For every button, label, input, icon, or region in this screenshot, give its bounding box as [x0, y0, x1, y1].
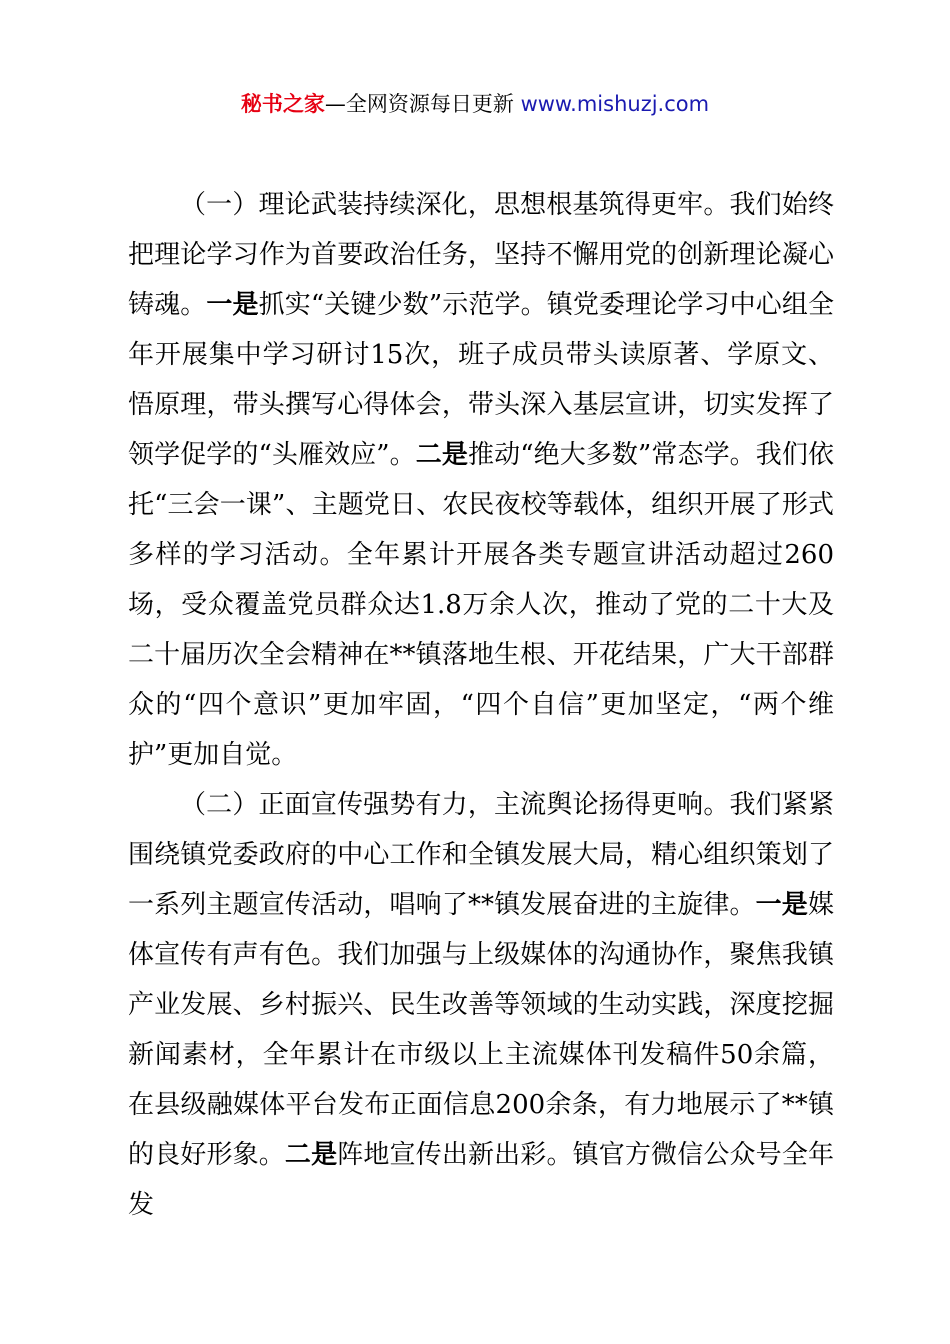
bold-marker: 二是	[284, 1140, 338, 1170]
paragraph-text: 抓实“关键少数”示范学。镇党委理论学习中心组全年开展集中学习研讨15次，班子成员带头读原著、学原文、悟原理，带头撰写心得体会，带头深入基层宣讲，切实发挥了领学促学的“头雁效应”。	[128, 290, 834, 470]
paragraph-theory-study	[128, 180, 834, 780]
bold-marker: 二是	[415, 440, 468, 470]
paragraph-text: 阵地宣传出新出彩。镇官方微信公众号全年发	[128, 1140, 834, 1220]
page-header	[0, 88, 950, 120]
bold-marker: 一是	[206, 290, 259, 320]
paragraph-text: 推动“绝大多数”常态学。我们依托“三会一课”、主题党日、农民夜校等载体，组织开展了形式多样的学习活动。全年累计开展各类专题宣讲活动超过260场，受众覆盖党员群众达1.8万余人次，推动了党的二十大及二十届历次全会精神在**镇落地生根、开花结果，广大干部群众的“四个意识”更加牢固，“四个自信”更加坚定，“两个维护”更加自觉。	[128, 440, 834, 770]
document-body	[128, 180, 834, 1230]
paragraph-text: （一）理论武装持续深化，思想根基筑得更牢。我们始终把理论学习作为首要政治任务，坚持不懈用党的创新理论凝心铸魂。	[128, 190, 834, 320]
header-tagline: —全网资源每日更新	[324, 92, 521, 116]
paragraph-text: 媒体宣传有声有色。我们加强与上级媒体的沟通协作，聚焦我镇产业发展、乡村振兴、民生改善等领域的生动实践，深度挖掘新闻素材，全年累计在市级以上主流媒体刊发稿件50余篇，在县级融媒体平台发布正面信息200余条，有力地展示了**镇的良好形象。	[128, 890, 834, 1170]
website-url[interactable]: www.mishuzj.com	[520, 92, 710, 116]
paragraph-text: （二）正面宣传强势有力，主流舆论扬得更响。我们紧紧围绕镇党委政府的中心工作和全镇发展大局，精心组织策划了一系列主题宣传活动，唱响了**镇发展奋进的主旋律。	[128, 790, 834, 920]
bold-marker: 一是	[755, 890, 808, 920]
brand-name: 秘书之家	[240, 92, 325, 116]
paragraph-publicity	[128, 780, 834, 1230]
